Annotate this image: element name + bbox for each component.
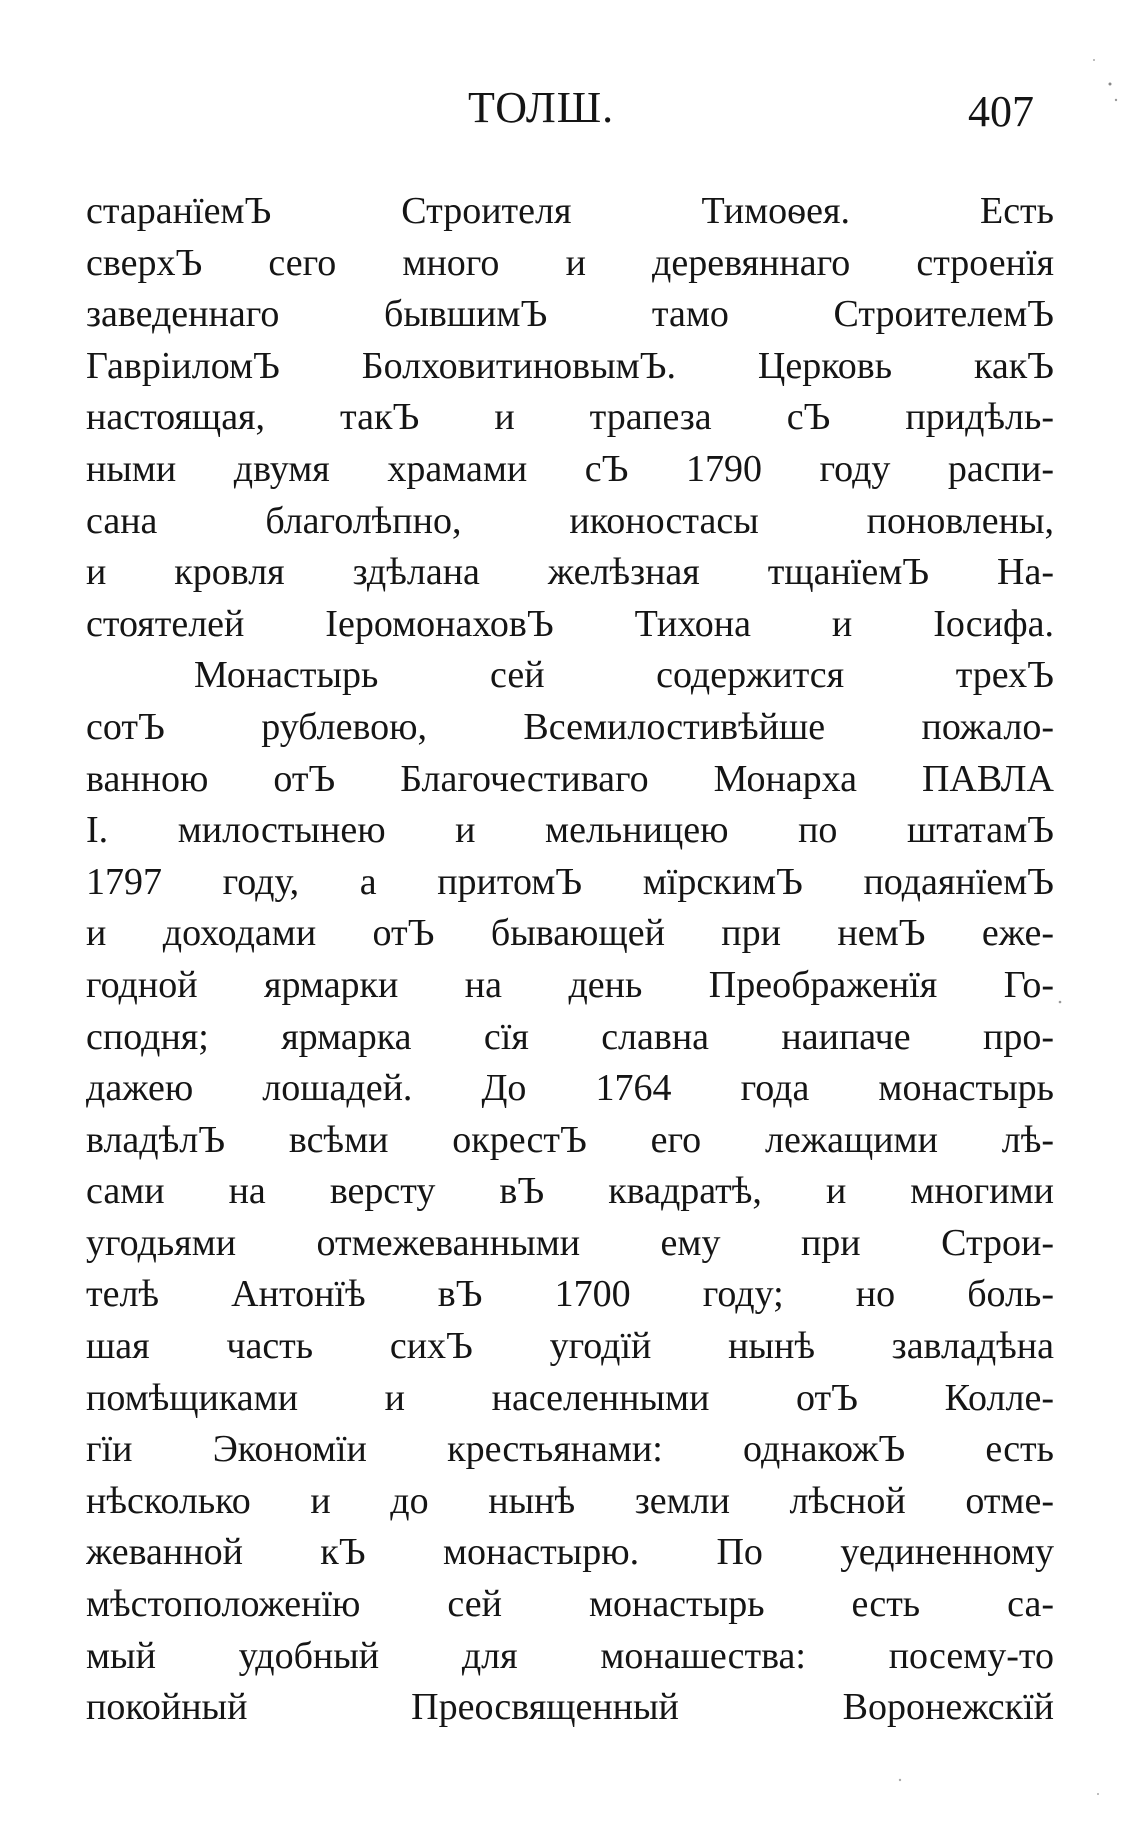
text-line: годной ярмарки на день Преображенїя Го- — [86, 963, 1054, 1006]
running-head: ТОЛШ. — [468, 83, 615, 132]
text-line: владѣлЪ всѣми окрестЪ его лежащими лѣ- — [86, 1118, 1054, 1161]
text-line: 1797 году, а притомЪ мїрскимЪ подаянїемЪ — [86, 860, 1054, 903]
text-line: сами на версту вЪ квадратѣ, и многими — [86, 1170, 1054, 1213]
text-line: дажею лошадей. До 1764 года монастырь — [86, 1067, 1054, 1110]
text-line: ванною отЪ Благочестиваго Монарха ПАВЛА — [86, 757, 1054, 800]
text-line: старанїемЪ Строителя Тимоѳея. Есть — [86, 190, 1054, 232]
text-line: заведеннаго бывшимЪ тамо СтроителемЪ — [86, 293, 1054, 336]
text-line: помѣщиками и населенными отЪ Колле- — [86, 1376, 1054, 1419]
text-line: и доходами отЪ бывающей при немЪ еже- — [86, 912, 1054, 955]
text-line: нѣсколько и до нынѣ земли лѣсной отме- — [86, 1479, 1054, 1522]
text-line: мый удобный для монашества: посему-то — [86, 1634, 1054, 1677]
text-line: сподня; ярмарка сїя славна наипаче про- — [86, 1015, 1054, 1058]
text-line: I. милостынею и мельницею по штатамЪ — [86, 809, 1054, 852]
text-line: мѣстоположенїю сей монастырь есть са- — [86, 1583, 1054, 1626]
text-line: и кровля здѣлана желѣзная тщанїемЪ На- — [86, 551, 1054, 594]
text-line: шая часть сихЪ угодїй нынѣ завладѣна — [86, 1325, 1054, 1368]
text-line: жеванной кЪ монастырю. По уединенному — [86, 1531, 1054, 1574]
page-header — [0, 82, 1140, 152]
text-line: сотЪ рублевою, Всемилостивѣйше пожало- — [86, 705, 1054, 748]
text-line: покойный Преосвященный Воронежскїй — [86, 1686, 1054, 1729]
page-number: 407 — [968, 87, 1034, 136]
text-line: ГавріиломЪ БолховитиновымЪ. Церковь какЪ — [86, 344, 1054, 387]
text-line: ными двумя храмами сЪ 1790 году распи- — [86, 447, 1054, 490]
text-line: настоящая, такЪ и трапеза сЪ придѣль- — [86, 396, 1054, 439]
text-line: сана благолѣпно, иконостасы поновлены, — [86, 499, 1054, 542]
text-line: сверхЪ сего много и деревяннаго строенїя — [86, 241, 1054, 284]
paragraph-first-line: Монастырь сей содержится трехЪ — [194, 654, 1054, 697]
text-line: угодьями отмежеванными ему при Строи- — [86, 1221, 1054, 1264]
text-line: гїи Экономїи крестьянами: однакожЪ есть — [86, 1428, 1054, 1471]
body-text — [86, 186, 1054, 1734]
text-line: телѣ Антонїѣ вЪ 1700 году; но боль- — [86, 1273, 1054, 1316]
text-line: стоятелей ІеромонаховЪ Тихона и Іосифа. — [86, 602, 1054, 645]
